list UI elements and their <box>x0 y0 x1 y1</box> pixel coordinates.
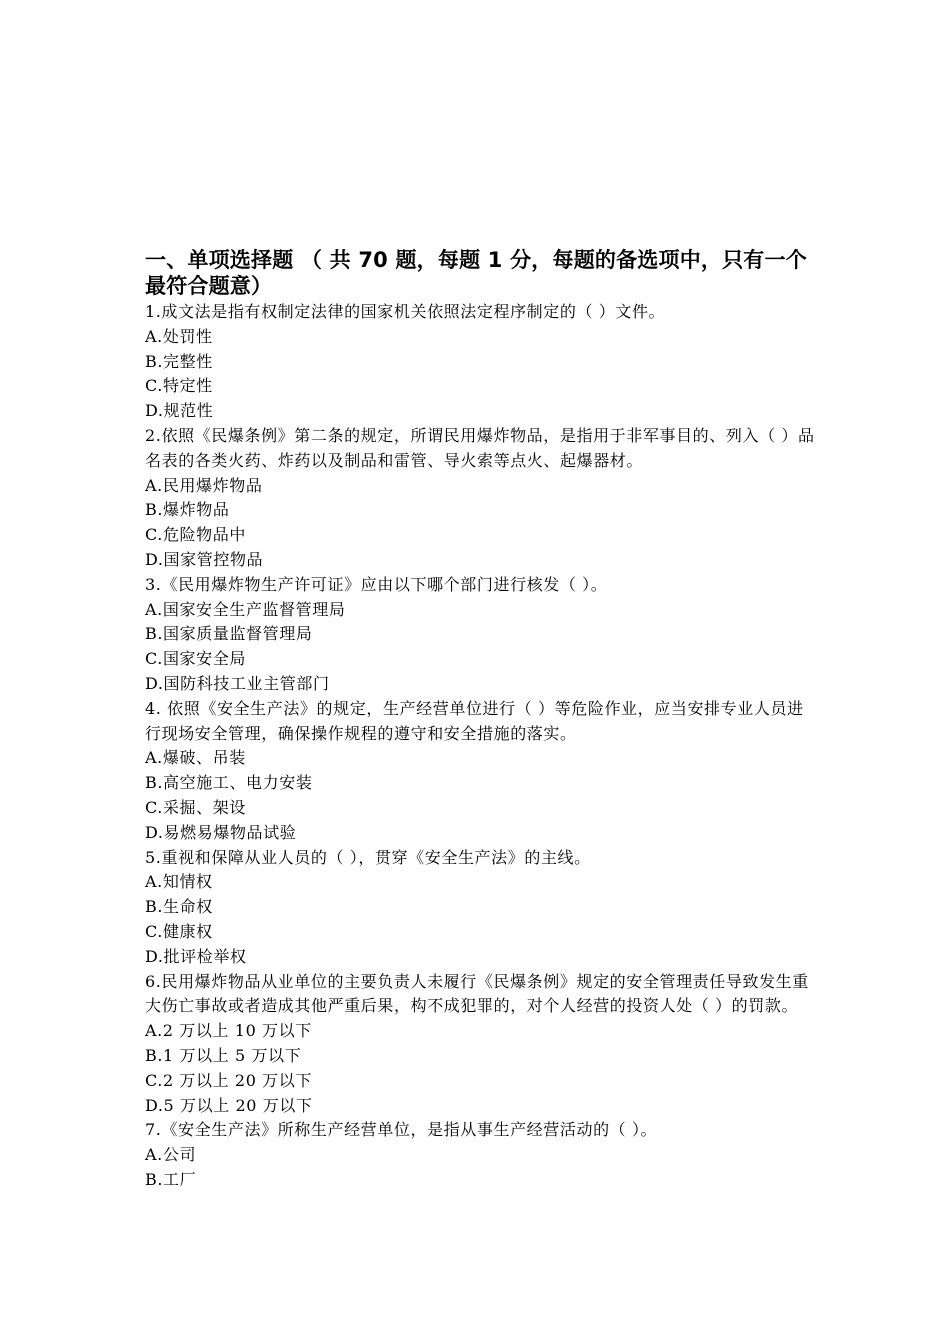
option-a: A.国家安全生产监督管理局 <box>145 599 346 619</box>
option-c: C.健康权 <box>145 921 213 941</box>
option-c: C.危险物品中 <box>145 525 246 545</box>
option-d: D.规范性 <box>145 401 214 421</box>
option-b: B.1 万以上 5 万以下 <box>145 1045 302 1065</box>
option-b: B.爆炸物品 <box>145 500 230 520</box>
question-stem: 2.依照《民爆条例》第二条的规定，所谓民用爆炸物品，是指用于非军事目的、列入（ ）品名表的各类火药、炸药以及制品和雷管、导火索等点火、起爆器材。 <box>145 425 815 470</box>
option-b: B.高空施工、电力安装 <box>145 773 313 793</box>
section-heading: 一、单项选择题 （ 共 70 题，每题 1 分，每题的备选项中，只有一个最符合题意） <box>145 248 807 298</box>
question-stem: 7.《安全生产法》所称生产经营单位，是指从事生产经营活动的（ ）。 <box>145 1120 658 1140</box>
option-c: C.2 万以上 20 万以下 <box>145 1070 312 1090</box>
option-b: B.完整性 <box>145 351 213 371</box>
option-c: C.采掘、架设 <box>145 797 246 817</box>
option-d: D.5 万以上 20 万以下 <box>145 1095 313 1115</box>
question-stem: 6.民用爆炸物品从业单位的主要负责人未履行《民爆条例》规定的安全管理责任导致发生重大伤亡事故或者造成其他严重后果，构不成犯罪的，对个人经营的投资人处（ ）的罚款。 <box>145 971 809 1016</box>
question-7 <box>145 1118 815 1192</box>
option-a: A.公司 <box>145 1145 197 1165</box>
option-a: A.爆破、吊装 <box>145 748 246 768</box>
question-2 <box>145 424 815 573</box>
option-d: D.国家管控物品 <box>145 549 264 569</box>
question-5 <box>145 846 815 970</box>
document-page <box>145 247 815 1193</box>
option-a: A.知情权 <box>145 872 213 892</box>
question-stem: 1.成文法是指有权制定法律的国家机关依照法定程序制定的（ ）文件。 <box>145 302 666 321</box>
option-a: A.民用爆炸物品 <box>145 475 263 495</box>
option-d: D.国防科技工业主管部门 <box>145 673 330 693</box>
question-stem: 4. 依照《安全生产法》的规定，生产经营单位进行（ ）等危险作业，应当安排专业人员进行现场安全管理，确保操作规程的遵守和安全措施的落实。 <box>145 698 804 743</box>
question-4 <box>145 697 815 846</box>
question-3 <box>145 573 815 697</box>
option-a: A.处罚性 <box>145 326 213 346</box>
option-d: D.易燃易爆物品试验 <box>145 822 297 842</box>
option-d: D.批评检举权 <box>145 946 247 966</box>
question-stem: 5.重视和保障从业人员的（ ），贯穿《安全生产法》的主线。 <box>145 847 591 867</box>
option-b: B.生命权 <box>145 897 213 917</box>
option-b: B.工厂 <box>145 1169 197 1189</box>
option-b: B.国家质量监督管理局 <box>145 624 313 644</box>
question-6 <box>145 970 815 1119</box>
question-1 <box>145 300 815 424</box>
option-c: C.国家安全局 <box>145 649 246 669</box>
option-c: C.特定性 <box>145 376 213 396</box>
option-a: A.2 万以上 10 万以下 <box>145 1021 312 1041</box>
question-stem: 3.《民用爆炸物生产许可证》应由以下哪个部门进行核发（ ）。 <box>145 574 608 594</box>
